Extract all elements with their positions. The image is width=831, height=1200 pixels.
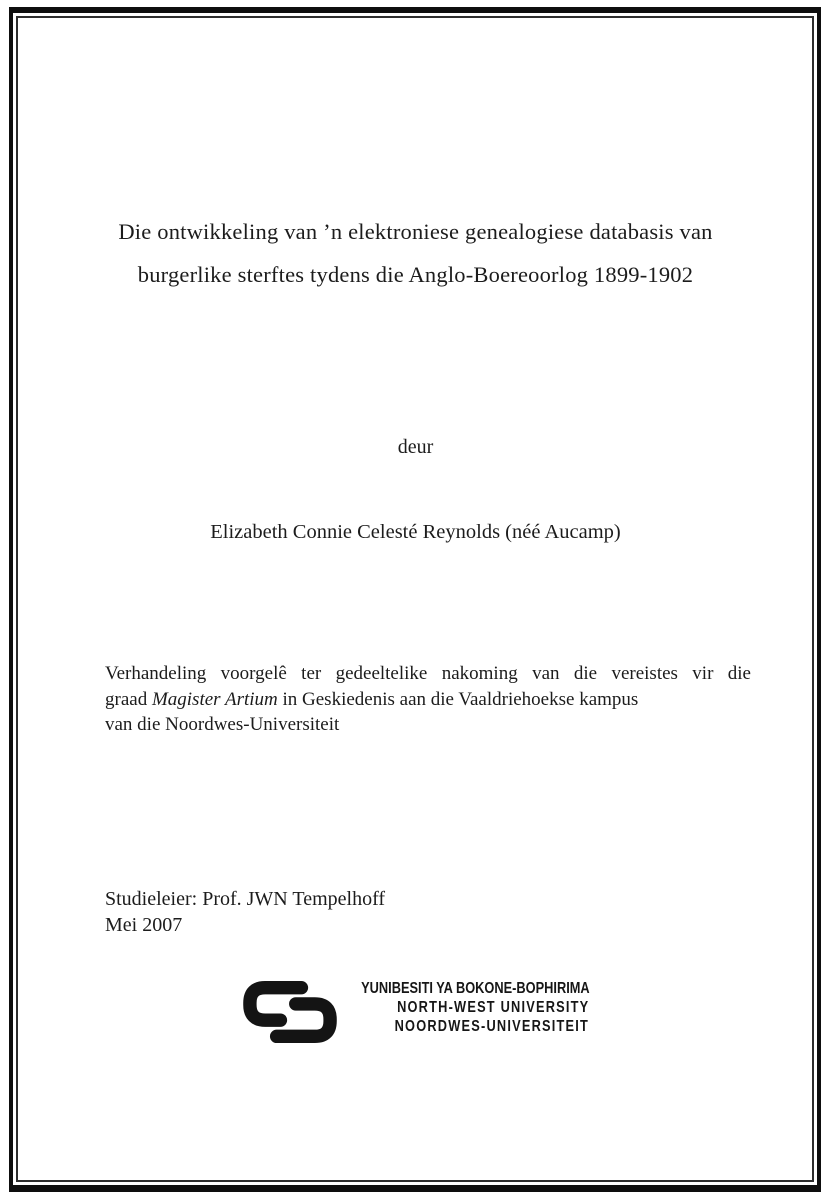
byline-label: deur: [397, 436, 434, 458]
submission-line2: [105, 687, 751, 713]
submission-line2-pre: graad: [105, 688, 152, 710]
date-line: Mei 2007: [105, 914, 183, 936]
university-name-setswana: YUNIBESITI YA BOKONE-BOPHIRIMA: [360, 980, 590, 997]
submission-line2-post: in Geskiedenis aan die Vaaldriehoekse kampus: [277, 688, 639, 710]
submission-line1: Verhandeling voorgelê ter gedeeltelike nakoming van die vereistes vir die: [105, 663, 751, 684]
author-name: Elizabeth Connie Celesté Reynolds (néé Aucamp): [210, 521, 621, 543]
thesis-title-line1: Die ontwikkeling van ’n elektroniese genealogiese databasis van: [118, 219, 713, 244]
university-name-setswana-row: [304, 979, 590, 998]
university-logo: [0, 979, 831, 1044]
supervisor-line: Studieleier: Prof. JWN Tempelhoff: [105, 888, 386, 910]
university-name-afrikaans: NOORDWES-UNIVERSITEIT: [394, 1018, 590, 1035]
university-name-afrikaans-row: [304, 1017, 590, 1036]
degree-name-italic: Magister Artium: [151, 688, 278, 710]
university-name-english-row: [304, 998, 590, 1017]
submission-statement: [105, 661, 751, 738]
thesis-title: [0, 210, 831, 296]
university-names: [304, 979, 590, 1036]
thesis-title-line2: burgerlike sterftes tydens die Anglo-Boereoorlog 1899-1902: [137, 262, 694, 287]
submission-line3: van die Noordwes-Universiteit: [105, 714, 340, 735]
university-name-english: NORTH-WEST UNIVERSITY: [397, 999, 590, 1016]
supervisor-block: [105, 886, 385, 938]
